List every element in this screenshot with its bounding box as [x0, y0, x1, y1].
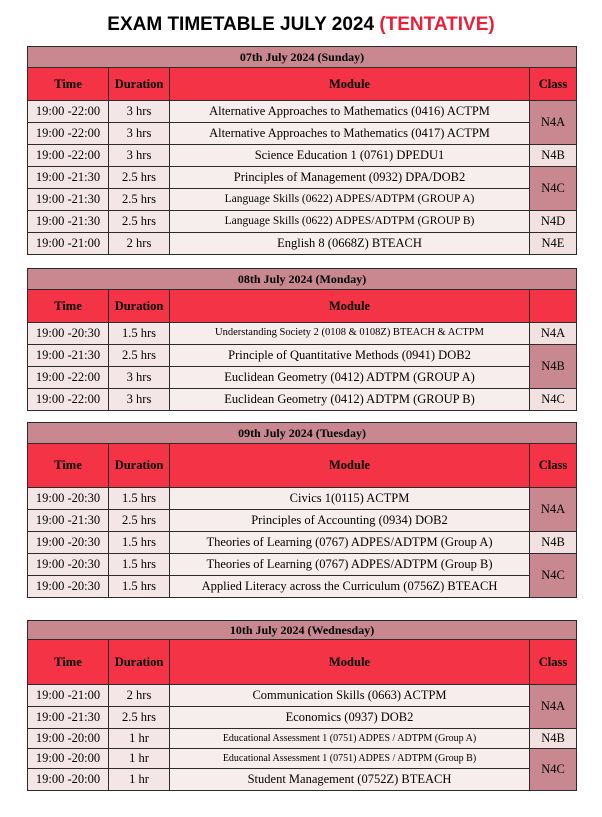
cell-module: Language Skills (0622) ADPES/ADTPM (GROUP B) [170, 211, 530, 233]
day-heading: 08th July 2024 (Monday) [28, 269, 577, 290]
timetable-day-sunday [27, 46, 577, 255]
cell-duration: 3 hrs [109, 389, 170, 411]
cell-class: N4C [530, 749, 577, 791]
cell-class: N4C [530, 389, 577, 411]
cell-class: N4A [530, 323, 577, 345]
cell-class: N4B [530, 145, 577, 167]
cell-class: N4A [530, 101, 577, 145]
header-class-empty [530, 290, 577, 323]
table-row [28, 211, 577, 233]
cell-time: 19:00 -22:00 [28, 389, 109, 411]
table-row [28, 510, 577, 532]
cell-module: Euclidean Geometry (0412) ADTPM (GROUP B) [170, 389, 530, 411]
cell-module: Alternative Approaches to Mathematics (0417) ACTPM [170, 123, 530, 145]
cell-duration: 1.5 hrs [109, 488, 170, 510]
cell-time: 19:00 -20:30 [28, 554, 109, 576]
timetable-day-monday [27, 268, 577, 411]
day-heading: 09th July 2024 (Tuesday) [28, 423, 577, 444]
table-row [28, 554, 577, 576]
table-row [28, 488, 577, 510]
cell-time: 19:00 -20:30 [28, 488, 109, 510]
cell-class: N4A [530, 685, 577, 729]
header-time: Time [28, 290, 109, 323]
cell-duration: 1.5 hrs [109, 554, 170, 576]
cell-duration: 3 hrs [109, 101, 170, 123]
cell-time: 19:00 -21:30 [28, 707, 109, 729]
cell-time: 19:00 -21:30 [28, 189, 109, 211]
cell-duration: 1 hr [109, 769, 170, 791]
cell-duration: 2.5 hrs [109, 707, 170, 729]
timetable-day-wednesday [27, 620, 577, 791]
cell-time: 19:00 -20:30 [28, 576, 109, 598]
cell-class: N4C [530, 554, 577, 598]
cell-time: 19:00 -20:00 [28, 749, 109, 769]
header-module: Module [170, 290, 530, 323]
table-row [28, 769, 577, 791]
table-row [28, 685, 577, 707]
cell-time: 19:00 -20:30 [28, 323, 109, 345]
cell-time: 19:00 -21:30 [28, 345, 109, 367]
cell-duration: 2.5 hrs [109, 211, 170, 233]
cell-time: 19:00 -22:00 [28, 145, 109, 167]
cell-duration: 2.5 hrs [109, 167, 170, 189]
cell-duration: 1 hr [109, 749, 170, 769]
cell-module: Principles of Management (0932) DPA/DOB2 [170, 167, 530, 189]
cell-module: Educational Assessment 1 (0751) ADPES / ADTPM (Group A) [170, 729, 530, 749]
cell-duration: 2.5 hrs [109, 510, 170, 532]
cell-duration: 1.5 hrs [109, 532, 170, 554]
cell-class: N4D [530, 211, 577, 233]
table-row [28, 345, 577, 367]
header-time: Time [28, 68, 109, 101]
cell-duration: 3 hrs [109, 145, 170, 167]
cell-duration: 1.5 hrs [109, 323, 170, 345]
cell-module: Applied Literacy across the Curriculum (0756Z) BTEACH [170, 576, 530, 598]
cell-module: Alternative Approaches to Mathematics (0416) ACTPM [170, 101, 530, 123]
cell-module: Language Skills (0622) ADPES/ADTPM (GROUP A) [170, 189, 530, 211]
header-time: Time [28, 444, 109, 488]
day-heading: 10th July 2024 (Wednesday) [28, 621, 577, 640]
header-module: Module [170, 444, 530, 488]
table-row [28, 145, 577, 167]
cell-class: N4B [530, 729, 577, 749]
cell-module: Student Management (0752Z) BTEACH [170, 769, 530, 791]
table-row [28, 123, 577, 145]
cell-class: N4E [530, 233, 577, 255]
cell-duration: 2.5 hrs [109, 345, 170, 367]
title-main: EXAM TIMETABLE JULY 2024 [107, 14, 375, 35]
title-tentative-tag: (TENTATIVE) [379, 14, 495, 35]
page-title [0, 14, 602, 36]
cell-duration: 2 hrs [109, 685, 170, 707]
table-row [28, 532, 577, 554]
table-row [28, 101, 577, 123]
table-row [28, 167, 577, 189]
header-class: Class [530, 640, 577, 685]
cell-time: 19:00 -21:30 [28, 510, 109, 532]
header-module: Module [170, 68, 530, 101]
table-row [28, 189, 577, 211]
cell-time: 19:00 -20:00 [28, 729, 109, 749]
cell-module: Theories of Learning (0767) ADPES/ADTPM (Group B) [170, 554, 530, 576]
cell-time: 19:00 -21:00 [28, 685, 109, 707]
cell-class: N4B [530, 532, 577, 554]
table-row [28, 749, 577, 769]
day-heading: 07th July 2024 (Sunday) [28, 47, 577, 68]
cell-time: 19:00 -20:30 [28, 532, 109, 554]
header-duration: Duration [109, 444, 170, 488]
table-row [28, 233, 577, 255]
cell-class: N4B [530, 345, 577, 389]
cell-time: 19:00 -20:00 [28, 769, 109, 791]
header-module: Module [170, 640, 530, 685]
cell-module: English 8 (0668Z) BTEACH [170, 233, 530, 255]
cell-duration: 3 hrs [109, 123, 170, 145]
cell-module: Science Education 1 (0761) DPEDU1 [170, 145, 530, 167]
cell-module: Communication Skills (0663) ACTPM [170, 685, 530, 707]
cell-duration: 2.5 hrs [109, 189, 170, 211]
cell-module: Understanding Society 2 (0108 & 0108Z) BTEACH & ACTPM [170, 323, 530, 345]
cell-time: 19:00 -22:00 [28, 123, 109, 145]
cell-module: Principle of Quantitative Methods (0941) DOB2 [170, 345, 530, 367]
cell-module: Educational Assessment 1 (0751) ADPES / ADTPM (Group B) [170, 749, 530, 769]
header-class: Class [530, 444, 577, 488]
cell-class: N4A [530, 488, 577, 532]
cell-duration: 1 hr [109, 729, 170, 749]
header-class: Class [530, 68, 577, 101]
table-row [28, 323, 577, 345]
cell-time: 19:00 -22:00 [28, 367, 109, 389]
header-duration: Duration [109, 68, 170, 101]
header-duration: Duration [109, 640, 170, 685]
header-duration: Duration [109, 290, 170, 323]
cell-duration: 3 hrs [109, 367, 170, 389]
cell-module: Theories of Learning (0767) ADPES/ADTPM (Group A) [170, 532, 530, 554]
table-row [28, 707, 577, 729]
header-time: Time [28, 640, 109, 685]
table-row [28, 389, 577, 411]
table-row [28, 729, 577, 749]
timetable-day-tuesday [27, 422, 577, 598]
cell-class: N4C [530, 167, 577, 211]
cell-module: Euclidean Geometry (0412) ADTPM (GROUP A) [170, 367, 530, 389]
cell-duration: 1.5 hrs [109, 576, 170, 598]
cell-time: 19:00 -21:30 [28, 211, 109, 233]
table-row [28, 576, 577, 598]
cell-time: 19:00 -21:00 [28, 233, 109, 255]
cell-time: 19:00 -21:30 [28, 167, 109, 189]
cell-module: Economics (0937) DOB2 [170, 707, 530, 729]
table-row [28, 367, 577, 389]
cell-module: Principles of Accounting (0934) DOB2 [170, 510, 530, 532]
cell-time: 19:00 -22:00 [28, 101, 109, 123]
cell-module: Civics 1(0115) ACTPM [170, 488, 530, 510]
cell-duration: 2 hrs [109, 233, 170, 255]
